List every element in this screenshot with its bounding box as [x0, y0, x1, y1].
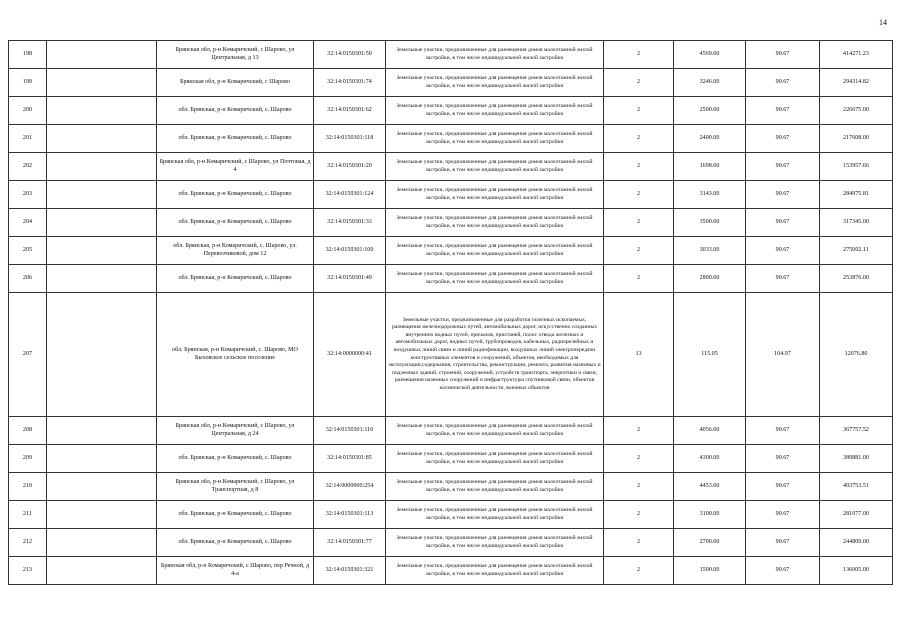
sum-cell: 294314.82	[820, 69, 893, 97]
address-cell: Брянская обл, р-н Комаричский, с Шарово, ул Почтовая, д 4	[157, 153, 314, 181]
table-row	[9, 69, 893, 97]
table-row	[9, 529, 893, 557]
rate-cell: 90.67	[746, 501, 820, 529]
cadastral-number-cell: 32:14:0150301:62	[314, 97, 386, 125]
purpose-cell: Земельные участки, предназначенные для размещения домов малоэтажной жилой застройки, в том числе индивидуальной жилой застройки	[386, 237, 604, 265]
count-cell: 2	[604, 209, 674, 237]
sum-cell: 217608.00	[820, 125, 893, 153]
count-cell: 2	[604, 97, 674, 125]
row-number-cell: 206	[9, 265, 47, 293]
rate-cell: 90.67	[746, 557, 820, 585]
spacer-cell	[47, 445, 157, 473]
sum-cell: 153957.66	[820, 153, 893, 181]
sum-cell: 275002.11	[820, 237, 893, 265]
sum-cell: 253876.00	[820, 265, 893, 293]
spacer-cell	[47, 237, 157, 265]
table-row	[9, 557, 893, 585]
area-cell: 115.05	[674, 293, 746, 417]
row-number-cell: 204	[9, 209, 47, 237]
purpose-cell: Земельные участки, предназначенные для размещения домов малоэтажной жилой застройки, в том числе индивидуальной жилой застройки	[386, 125, 604, 153]
table-row	[9, 97, 893, 125]
row-number-cell: 202	[9, 153, 47, 181]
sum-cell: 244809.00	[820, 529, 893, 557]
purpose-cell: Земельные участки, предназначенные для размещения домов малоэтажной жилой застройки, в том числе индивидуальной жилой застройки	[386, 153, 604, 181]
count-cell: 2	[604, 125, 674, 153]
cadastral-number-cell: 32:14:0000000:41	[314, 293, 386, 417]
address-cell: обл. Брянская, р-н Комаричский, с. Шарово	[157, 97, 314, 125]
spacer-cell	[47, 265, 157, 293]
count-cell: 2	[604, 237, 674, 265]
rate-cell: 90.67	[746, 125, 820, 153]
rate-cell: 90.67	[746, 265, 820, 293]
count-cell: 2	[604, 41, 674, 69]
area-cell: 3143.00	[674, 181, 746, 209]
sum-cell: 389881.00	[820, 445, 893, 473]
area-cell: 4453.00	[674, 473, 746, 501]
rate-cell: 90.67	[746, 445, 820, 473]
spacer-cell	[47, 125, 157, 153]
table-row	[9, 417, 893, 445]
row-number-cell: 209	[9, 445, 47, 473]
table-row	[9, 181, 893, 209]
purpose-cell: Земельные участки, предназначенные для размещения домов малоэтажной жилой застройки, в том числе индивидуальной жилой застройки	[386, 97, 604, 125]
address-cell: Брянская обл, р-н Комаричский, с Шарово, пер Речной, д 4-а	[157, 557, 314, 585]
rate-cell: 90.67	[746, 69, 820, 97]
table-row	[9, 265, 893, 293]
purpose-cell: Земельные участки, предназначенные для размещения домов малоэтажной жилой застройки, в том числе индивидуальной жилой застройки	[386, 265, 604, 293]
cadastral-number-cell: 32:14:0150301:74	[314, 69, 386, 97]
area-cell: 4056.00	[674, 417, 746, 445]
spacer-cell	[47, 529, 157, 557]
table-row	[9, 501, 893, 529]
spacer-cell	[47, 501, 157, 529]
cadastral-number-cell: 32:14:0150301:113	[314, 501, 386, 529]
sum-cell: 367757.52	[820, 417, 893, 445]
area-cell: 2500.00	[674, 97, 746, 125]
row-number-cell: 207	[9, 293, 47, 417]
row-number-cell: 212	[9, 529, 47, 557]
purpose-cell: Земельные участки, предназначенные для разработки полезных ископаемых, размещения железнодорожных путей, автомобильных дорог, искусственно созданных внутренних водных путей, причалов, пристаней, полос отвода железных и автомобильных дорог, водных путей, трубопроводов, кабельных, радиорелейных и воздушных линий связи и линий радиофикации, воздушных линий электропередачи конструктивных элементов и сооружений, объектов, необходимых для эксплуатации,содержания, строительства, реконструкции, ремонта, развития наземных и подземных зданий, строений, сооружений, устройств транспорта, энергетики и связи; размещения наземных сооружений и инфраструктуры спутниковой связи, объектов космической деятельности, военных объектов	[386, 293, 604, 417]
purpose-cell: Земельные участки, предназначенные для размещения домов малоэтажной жилой застройки, в том числе индивидуальной жилой застройки	[386, 473, 604, 501]
address-cell: Брянская обл, р-н Комаричский, с Шарово, ул Транспортная, д 8	[157, 473, 314, 501]
row-number-cell: 213	[9, 557, 47, 585]
table-row	[9, 41, 893, 69]
spacer-cell	[47, 69, 157, 97]
address-cell: обл. Брянская, р-н Комаричский, с. Шарово	[157, 529, 314, 557]
spacer-cell	[47, 209, 157, 237]
address-cell: обл. Брянская, р-н Комаричский, с. Шарово	[157, 125, 314, 153]
count-cell: 2	[604, 181, 674, 209]
purpose-cell: Земельные участки, предназначенные для размещения домов малоэтажной жилой застройки, в том числе индивидуальной жилой застройки	[386, 41, 604, 69]
purpose-cell: Земельные участки, предназначенные для размещения домов малоэтажной жилой застройки, в том числе индивидуальной жилой застройки	[386, 417, 604, 445]
table-row	[9, 153, 893, 181]
address-cell: обл. Брянская, р-н Комаричский, с. Шарово, МО Быховское сельское поселение	[157, 293, 314, 417]
cadastral-number-cell: 32:14:0150301:85	[314, 445, 386, 473]
rate-cell: 90.67	[746, 529, 820, 557]
count-cell: 2	[604, 473, 674, 501]
row-number-cell: 211	[9, 501, 47, 529]
cadastral-number-cell: 32:14:0150301:110	[314, 417, 386, 445]
sum-cell: 12076.80	[820, 293, 893, 417]
address-cell: Брянская обл, р-н Комаричский, с Шарово	[157, 69, 314, 97]
area-cell: 3100.00	[674, 501, 746, 529]
sum-cell: 317345.00	[820, 209, 893, 237]
purpose-cell: Земельные участки, предназначенные для размещения домов малоэтажной жилой застройки, в том числе индивидуальной жилой застройки	[386, 557, 604, 585]
cadastral-number-cell: 32:14:0150301:118	[314, 125, 386, 153]
area-cell: 1500.00	[674, 557, 746, 585]
table-row	[9, 237, 893, 265]
cadastral-number-cell: 32:14:0150301:100	[314, 237, 386, 265]
sum-cell: 414271.23	[820, 41, 893, 69]
rate-cell: 90.67	[746, 237, 820, 265]
purpose-cell: Земельные участки, предназначенные для размещения домов малоэтажной жилой застройки, в том числе индивидуальной жилой застройки	[386, 501, 604, 529]
row-number-cell: 200	[9, 97, 47, 125]
spacer-cell	[47, 97, 157, 125]
count-cell: 13	[604, 293, 674, 417]
area-cell: 3033.00	[674, 237, 746, 265]
address-cell: обл. Брянская, р-н Комаричский, с. Шарово	[157, 445, 314, 473]
area-cell: 1698.00	[674, 153, 746, 181]
rate-cell: 90.67	[746, 41, 820, 69]
rate-cell: 90.67	[746, 209, 820, 237]
area-cell: 2800.00	[674, 265, 746, 293]
purpose-cell: Земельные участки, предназначенные для размещения домов малоэтажной жилой застройки, в том числе индивидуальной жилой застройки	[386, 181, 604, 209]
cadastral-number-cell: 32:14:0000000:254	[314, 473, 386, 501]
spacer-cell	[47, 153, 157, 181]
row-number-cell: 199	[9, 69, 47, 97]
spacer-cell	[47, 41, 157, 69]
table-row	[9, 445, 893, 473]
count-cell: 2	[604, 445, 674, 473]
count-cell: 2	[604, 153, 674, 181]
rate-cell: 90.67	[746, 181, 820, 209]
area-cell: 2400.00	[674, 125, 746, 153]
rate-cell: 90.67	[746, 153, 820, 181]
rate-cell: 90.67	[746, 473, 820, 501]
area-cell: 4300.00	[674, 445, 746, 473]
address-cell: Брянская обл, р-н Комаричский, с Шарово, ул Центральная, д 13	[157, 41, 314, 69]
purpose-cell: Земельные участки, предназначенные для размещения домов малоэтажной жилой застройки, в том числе индивидуальной жилой застройки	[386, 529, 604, 557]
spacer-cell	[47, 293, 157, 417]
table-row	[9, 209, 893, 237]
cadastral-number-cell: 32:14:0150301:50	[314, 41, 386, 69]
spacer-cell	[47, 181, 157, 209]
spacer-cell	[47, 473, 157, 501]
cadastral-number-cell: 32:14:0150301:20	[314, 153, 386, 181]
count-cell: 2	[604, 557, 674, 585]
address-cell: обл. Брянская, р-н Комаричский, с. Шарово	[157, 501, 314, 529]
purpose-cell: Земельные участки, предназначенные для размещения домов малоэтажной жилой застройки, в том числе индивидуальной жилой застройки	[386, 445, 604, 473]
area-cell: 3500.00	[674, 209, 746, 237]
rate-cell: 104.97	[746, 293, 820, 417]
table-row	[9, 473, 893, 501]
rate-cell: 90.67	[746, 417, 820, 445]
sum-cell: 403753.51	[820, 473, 893, 501]
rate-cell: 90.67	[746, 97, 820, 125]
cadastral-number-cell: 32:14:0150301:33	[314, 209, 386, 237]
table-row	[9, 125, 893, 153]
cadastral-number-cell: 32:14:0150301:124	[314, 181, 386, 209]
sum-cell: 281077.00	[820, 501, 893, 529]
page-number: 14	[879, 18, 887, 27]
address-cell: обл. Брянская, р-н Комаричский, с. Шарово	[157, 265, 314, 293]
row-number-cell: 210	[9, 473, 47, 501]
sum-cell: 284975.81	[820, 181, 893, 209]
row-number-cell: 198	[9, 41, 47, 69]
address-cell: обл. Брянская, р-н Комаричский, с. Шарово, ул. Перевозчиковой, дом 12	[157, 237, 314, 265]
row-number-cell: 208	[9, 417, 47, 445]
area-cell: 4569.00	[674, 41, 746, 69]
row-number-cell: 205	[9, 237, 47, 265]
area-cell: 3246.00	[674, 69, 746, 97]
row-number-cell: 201	[9, 125, 47, 153]
row-number-cell: 203	[9, 181, 47, 209]
land-plot-table	[8, 40, 893, 585]
sum-cell: 136005.00	[820, 557, 893, 585]
table-body	[9, 41, 893, 585]
purpose-cell: Земельные участки, предназначенные для размещения домов малоэтажной жилой застройки, в том числе индивидуальной жилой застройки	[386, 69, 604, 97]
sum-cell: 226675.00	[820, 97, 893, 125]
cadastral-number-cell: 32:14:0150301:77	[314, 529, 386, 557]
table-row	[9, 293, 893, 417]
address-cell: Брянская обл, р-н Комаричский, с Шарово, ул Центральная, д 24	[157, 417, 314, 445]
count-cell: 2	[604, 501, 674, 529]
area-cell: 2700.00	[674, 529, 746, 557]
spacer-cell	[47, 417, 157, 445]
count-cell: 2	[604, 417, 674, 445]
purpose-cell: Земельные участки, предназначенные для размещения домов малоэтажной жилой застройки, в том числе индивидуальной жилой застройки	[386, 209, 604, 237]
count-cell: 2	[604, 265, 674, 293]
cadastral-number-cell: 32:14:0150301:321	[314, 557, 386, 585]
address-cell: обл. Брянская, р-н Комаричский, с. Шарово	[157, 209, 314, 237]
count-cell: 2	[604, 529, 674, 557]
address-cell: обл. Брянская, р-н Комаричский, с. Шарово	[157, 181, 314, 209]
spacer-cell	[47, 557, 157, 585]
cadastral-number-cell: 32:14:0150301:49	[314, 265, 386, 293]
count-cell: 2	[604, 69, 674, 97]
